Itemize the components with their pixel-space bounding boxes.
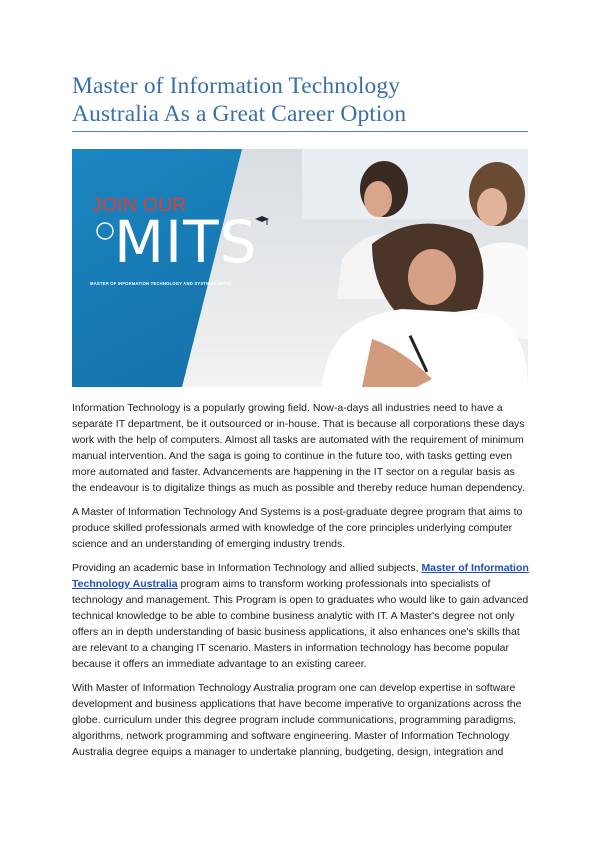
student-back-face — [364, 181, 392, 217]
student-main-face — [408, 249, 456, 305]
title-divider — [72, 131, 528, 132]
mits-australia-link[interactable]: Master of Information Technology Australia — [72, 562, 529, 590]
mits-banner-image — [72, 149, 528, 387]
paragraph-3 — [72, 560, 532, 672]
paragraph-2: A Master of Information Technology And Systems is a post-graduate degree program that aims to produce skilled professionals armed with knowledge of the core principles underlying computer science and an understanding of emerging industry trends. — [72, 506, 523, 550]
paragraph-1: Information Technology is a popularly growing field. Now-a-days all industries need to have a separate IT department, be it outsourced or in-house. That is because all corporations these days work with the help of computers. Almost all tasks are automated with the requirement of minimum manual intervention. And the saga is going to continue in the future too, with tasks getting even more automated and faster. Advancements are happening in the IT sector on a regular basis as the endeavour is to digitalize things as much as possible and thereby reduce human dependency. — [72, 402, 525, 494]
student-right-face — [477, 188, 507, 226]
paragraph-4: With Master of Information Technology Australia program one can develop expertise in software development and business applications that have become imperative to organizations across the globe. curriculum under this degree program include communications, programming paradigms, algorithms, network programming and software engineering. Master of Information Technology Australia degree equips a manager to undertake planning, budgeting, design, integration and — [72, 682, 522, 758]
title-line-2: Australia As a Great Career Option — [72, 101, 407, 127]
mits-logo-subtitle: MASTER OF INFORMATION TECHNOLOGY AND SYSTEMS (MITS) — [90, 281, 232, 286]
page-title — [72, 72, 542, 128]
mits-logo-text: MITS — [114, 208, 258, 276]
paragraph-3-intro: Providing an academic base in Information Technology and allied subjects, — [72, 562, 422, 574]
join-our-text: JOIN OUR — [92, 195, 187, 216]
title-line-1: Master of Information Technology — [72, 73, 401, 99]
paragraph-3-rest: program aims to transform working professionals into specialists of technology and management. This Program is open to graduates who would like to gain advanced technical knowledge to be able to combine business analytic with IT. A Master's degree not only offers an in depth understanding of basic business applications, it also enhances one's skills that are relevant to a changing IT scenario. Masters in information technology has become popular because it offers an immediate advantage to an existing career. — [72, 578, 529, 670]
